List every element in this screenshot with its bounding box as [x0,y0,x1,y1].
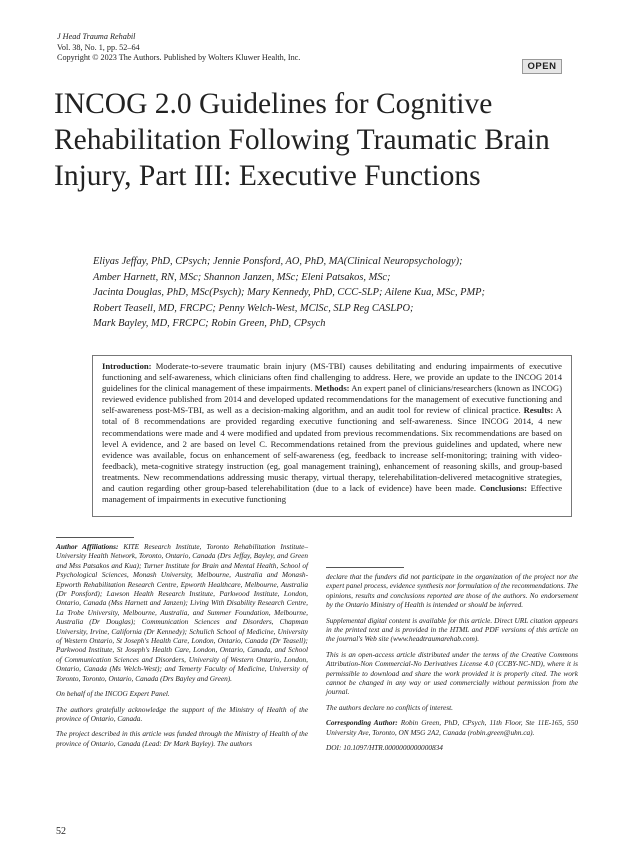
author-affiliations [56,542,308,683]
behalf-note: On behalf of the INCOG Expert Panel. [56,689,170,699]
conflicts-note: The authors declare no conflicts of interest. [326,702,453,712]
doi: DOI: 10.1097/HTR.0000000000000834 [326,743,443,753]
volume-info: Vol. 38, No. 1, pp. 52–64 [57,42,140,52]
funder-declaration: declare that the funders did not participate in the organization of the project nor the expert panel process, evidence synthesis nor formulation of the recommendations. The opinions, results and conclusions reported are those of the authors. No endorsement by the Ontario Ministry of Health is intended or should be inferred. [326,572,578,610]
corresponding-author [326,718,578,737]
author-list [93,254,593,332]
corresponding-label: Corresponding Author: [326,718,398,728]
abstract-results: A total of 8 recommendations are provided regarding executive functioning and self-awareness. Since INCOG 2014, 4 new recommendations were made and 4 were modified and updated from previous recommendations. Six recommendations are based on level A evidence, and 2 are based on level C. Recommendations retained from the previous guidelines and updated, where new evidence was available, focus on enhancement of self-awareness (eg, feedback to increase self-monitoring; training with video-feedback), meta-cognitive strategy instruction (eg, goal management training), enhancement of reasoning skills, and group-based treatments. New recommendations addressing music therapy, virtual therapy, telerehabilitation-delivered metacognitive strategies, and caution regarding other group-based telerehabilitation (due to a lack of evidence) have been made. [102,405,562,494]
journal-header [57,32,300,64]
journal-name: J Head Trauma Rehabil [57,32,136,41]
copyright-line: Copyright © 2023 The Authors. Published by Wolters Kluwer Health, Inc. [57,53,301,62]
article-title: INCOG 2.0 Guidelines for Cognitive Rehabilitation Following Traumatic Brain Injury, Part III: Executive Functions [54,88,550,192]
abstract-results-label: Results: [523,405,554,416]
footnote-divider-left [56,537,134,538]
author-line: Robert Teasell, MD, FRCPC; Penny Welch-West, MClSc, SLP Reg CASLPO; [93,302,414,314]
abstract-methods-label: Methods: [314,383,350,394]
affiliations-text: KITE Research Institute, Toronto Rehabilitation Institute–University Health Network, Toronto, Ontario, Canada (Drs Jeffay, Bayley, and Green and Mss Patsakos and Kua); Turner Institute for Brain and Mental Health, School of Psychological Sciences, Monash University, Melbourne, Australia and Monash-Epworth Rehabilitation Research Centre, Epworth Healthcare, Melbourne, Australia (Dr Ponsford); Lawson Health Research Institute, Parkwood Institute, London, Ontario, Canada (Mss Harnett and Janzen); Living With Disability Research Centre, La Trobe University, Melbourne, Australia, and Summer Foundation, Melbourne, Australia (Dr Douglas); Communication Sciences and Disorders, Chapman University, Irvine, California (Dr Kennedy); Schulich School of Medicine, University of Western Ontario, St Joseph's Health Care, London, Ontario, Canada (Dr Teasell); Parkwood Institute, St Joseph's Health Care, London, Ontario, Canada, and School of Communication Sciences and Disorders, University of Western Ontario, London, Ontario, Canada (Ms Welch-West); and Temerty Faculty of Medicine, University of Toronto, Toronto, Ontario, Canada (Drs Bayley and Green). [56,542,308,683]
footnotes-left-column [56,542,308,754]
footnotes-right-column [326,572,578,759]
abstract-conclusions-label: Conclusions: [479,483,527,494]
open-access-badge: OPEN [522,59,562,74]
abstract-intro-label: Introduction: [102,361,152,371]
page-number: 52 [56,826,66,837]
abstract-box [92,355,572,517]
author-line: Amber Harnett, RN, MSc; Shannon Janzen, MSc; Eleni Patsakos, MSc; [93,271,391,283]
abstract-conclusions: Effective management of impairments in executive functioning [102,483,563,505]
supplemental-note: Supplemental digital content is available for this article. Direct URL citation appears in the printed text and is provided in the HTML and PDF versions of this article on the journal's Web site (www.headtraumarehab.com). [326,615,578,644]
affiliations-label: Author Affiliations: [56,542,119,551]
funding-note: The project described in this article was funded through the Ministry of Health of the province of Ontario, Canada (Lead: Dr Mark Bayley). The authors [56,729,308,748]
footnote-divider-right [326,567,404,568]
open-access-note: This is an open-access article distributed under the terms of the Creative Commons Attribution-Non Commercial-No Derivatives License 4.0 (CCBY-NC-ND), where it is permissible to download and share the work provided it is properly cited. The work cannot be changed in any way or used commercially without permission from the journal. [326,649,578,697]
abstract-intro: Moderate-to-severe traumatic brain injury (MS-TBI) causes debilitating and enduring impairments of executive functioning and self-awareness, which clinicians often find challenging to address. Here, we provide an update to the INCOG 2014 guidelines for the clinical management of these impairments. [102,361,562,394]
author-line: Eliyas Jeffay, PhD, CPsych; Jennie Ponsford, AO, PhD, MA(Clinical Neuropsychology); [93,256,463,267]
author-line: Mark Bayley, MD, FRCPC; Robin Green, PhD, CPsych [93,318,326,330]
corresponding-text: Robin Green, PhD, CPsych, 11th Floor, Ste 11E-165, 550 University Ave, Toronto, ON M5G 2A2, Canada (robin.green@uhn.ca). [326,718,578,737]
support-note: The authors gratefully acknowledge the support of the Ministry of Health of the province of Ontario, Canada. [56,704,308,723]
abstract-methods: An expert panel of clinicians/researchers (known as INCOG) reviewed evidence published from 2014 and developed updated recommendations for the management of executive functioning and self-awareness post-MS-TBI, as well as a decision-making algorithm, and an audit tool for review of clinical practice. [102,383,562,416]
author-line: Jacinta Douglas, PhD, MSc(Psych); Mary Kennedy, PhD, CCC-SLP; Ailene Kua, MSc, PMP; [93,287,485,299]
